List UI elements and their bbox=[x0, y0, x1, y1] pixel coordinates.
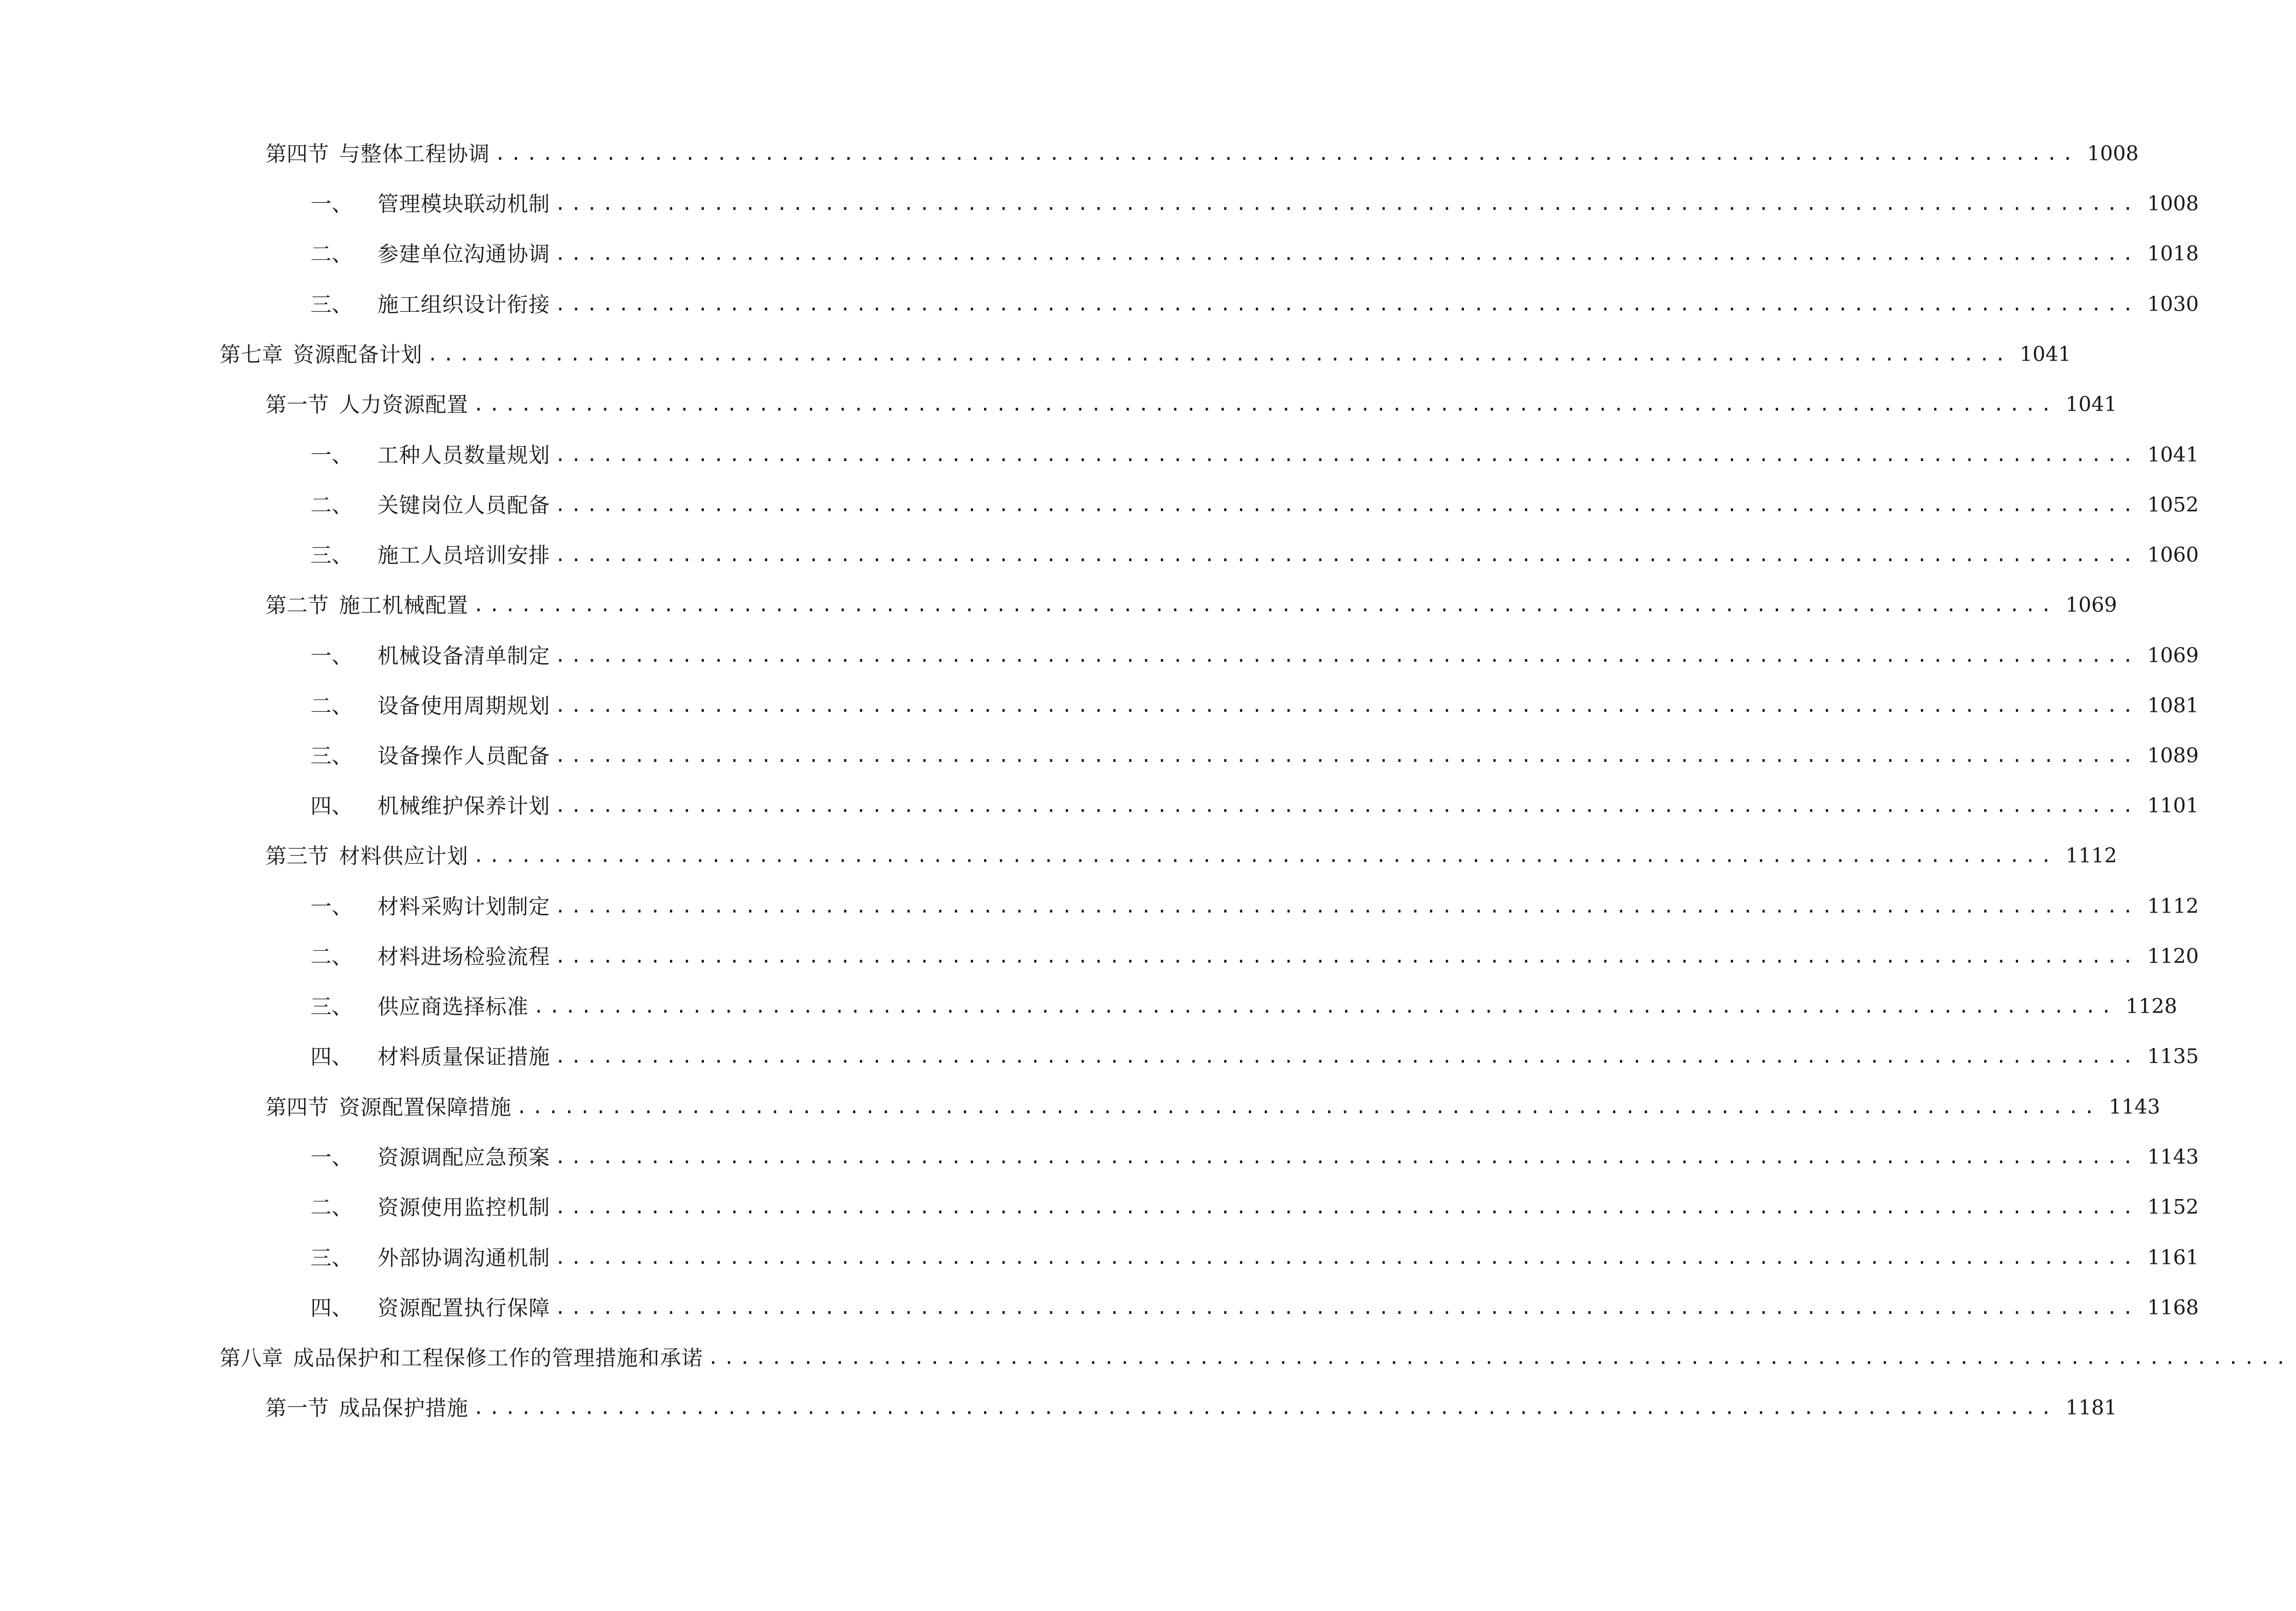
toc-leader-dots: .................................................................................................... bbox=[555, 645, 2138, 666]
toc-leader-dots: .................................................................................................... bbox=[473, 1397, 2057, 1419]
toc-entry-prefix: 三、 bbox=[310, 744, 353, 768]
toc-entry-prefix: 二、 bbox=[310, 493, 353, 518]
toc-leader-dots: .................................................................................................... bbox=[555, 243, 2138, 265]
toc-entry-page: 1069 bbox=[2147, 644, 2199, 667]
toc-leader-dots: .................................................................................................... bbox=[473, 845, 2057, 867]
toc-entry-item[interactable] bbox=[310, 1041, 2199, 1073]
toc-entry-item[interactable] bbox=[310, 991, 2178, 1023]
toc-entry-prefix: 四、 bbox=[310, 1296, 353, 1320]
toc-entry-page: 1008 bbox=[2087, 142, 2139, 165]
toc-entry-title: 资源使用监控机制 bbox=[377, 1195, 550, 1220]
toc-entry-title: 施工人员培训安排 bbox=[377, 543, 550, 568]
toc-entry-page: 1135 bbox=[2147, 1045, 2199, 1068]
toc-entry-page: 1052 bbox=[2147, 493, 2199, 517]
toc-entry-page: 1081 bbox=[2147, 694, 2199, 717]
toc-entry-page: 1168 bbox=[2147, 1296, 2199, 1319]
toc-leader-dots: .................................................................................................... bbox=[708, 1347, 2291, 1369]
toc-leader-dots: .................................................................................................... bbox=[555, 545, 2138, 566]
toc-entry-item[interactable] bbox=[310, 790, 2199, 822]
toc-entry-prefix: 第八章 bbox=[219, 1346, 283, 1370]
toc-entry-page: 1161 bbox=[2147, 1246, 2199, 1269]
toc-entry-title: 机械设备清单制定 bbox=[377, 643, 550, 668]
toc-entry-prefix: 四、 bbox=[310, 794, 353, 818]
toc-entry-prefix: 第一节 bbox=[265, 392, 329, 417]
toc-entry-page: 1041 bbox=[2020, 343, 2071, 366]
toc-entry-title: 机械维护保养计划 bbox=[377, 794, 550, 818]
toc-entry-item[interactable] bbox=[310, 1292, 2199, 1324]
toc-entry-page: 1120 bbox=[2147, 945, 2199, 968]
toc-entry-title: 设备操作人员配备 bbox=[377, 744, 550, 768]
toc-entry-title: 资源配置保障措施 bbox=[339, 1095, 512, 1120]
toc-entry-title: 供应商选择标准 bbox=[377, 994, 529, 1019]
toc-entry-item[interactable] bbox=[310, 238, 2199, 270]
toc-entry-title: 施工组织设计衔接 bbox=[377, 292, 550, 317]
toc-entry-title: 资源配备计划 bbox=[293, 342, 422, 367]
toc-entry-title: 管理模块联动机制 bbox=[377, 192, 550, 216]
toc-entry-item[interactable] bbox=[310, 740, 2199, 772]
toc-entry-section-2-machinery[interactable] bbox=[265, 589, 2117, 621]
toc-entry-item[interactable] bbox=[310, 941, 2199, 973]
toc-leader-dots: .................................................................................................... bbox=[473, 394, 2057, 415]
toc-entry-page: 1112 bbox=[2147, 895, 2199, 918]
toc-entry-item[interactable] bbox=[310, 640, 2199, 672]
toc-entry-item[interactable] bbox=[310, 1141, 2199, 1173]
toc-entry-prefix: 第二节 bbox=[265, 593, 329, 618]
toc-entry-item[interactable] bbox=[310, 188, 2199, 220]
toc-leader-dots: .................................................................................................... bbox=[555, 294, 2138, 315]
toc-entry-title: 施工机械配置 bbox=[339, 593, 468, 618]
toc-entry-prefix: 三、 bbox=[310, 994, 353, 1019]
toc-entry-page: 1152 bbox=[2147, 1195, 2199, 1219]
toc-entry-title: 参建单位沟通协调 bbox=[377, 242, 550, 266]
toc-entry-prefix: 三、 bbox=[310, 543, 353, 568]
toc-entry-prefix: 一、 bbox=[310, 443, 353, 468]
toc-entry-item[interactable] bbox=[310, 1191, 2199, 1223]
toc-entry-title: 成品保护和工程保修工作的管理措施和承诺 bbox=[293, 1346, 703, 1370]
toc-entry-prefix: 一、 bbox=[310, 192, 353, 216]
toc-entry-prefix: 第四节 bbox=[265, 141, 329, 166]
toc-entry-prefix: 一、 bbox=[310, 643, 353, 668]
toc-entry-page: 1041 bbox=[2147, 443, 2199, 467]
toc-entry-title: 外部协调沟通机制 bbox=[377, 1245, 550, 1270]
toc-leader-dots: .................................................................................................... bbox=[555, 1147, 2138, 1168]
toc-entry-section-1-human-resources[interactable] bbox=[265, 389, 2117, 421]
toc-leader-dots: .................................................................................................... bbox=[555, 495, 2138, 516]
toc-entry-prefix: 二、 bbox=[310, 242, 353, 266]
toc-entry-prefix: 第四节 bbox=[265, 1095, 329, 1120]
toc-entry-title: 材料供应计划 bbox=[339, 844, 468, 868]
toc-entry-prefix: 四、 bbox=[310, 1044, 353, 1069]
toc-leader-dots: .................................................................................................... bbox=[555, 695, 2138, 716]
toc-entry-prefix: 第七章 bbox=[219, 342, 283, 367]
toc-entry-item[interactable] bbox=[310, 288, 2199, 321]
toc-leader-dots: .................................................................................................... bbox=[555, 946, 2138, 967]
toc-leader-dots: .................................................................................................... bbox=[473, 595, 2057, 616]
toc-entry-page: 1112 bbox=[2065, 844, 2117, 867]
toc-entry-page: 1030 bbox=[2147, 293, 2199, 316]
toc-entry-section-3-materials[interactable] bbox=[265, 840, 2117, 872]
toc-entry-prefix: 三、 bbox=[310, 292, 353, 317]
toc-leader-dots: .................................................................................................... bbox=[516, 1097, 2100, 1118]
toc-entry-page: 1089 bbox=[2147, 744, 2199, 767]
toc-entry-title: 人力资源配置 bbox=[339, 392, 468, 417]
toc-entry-page: 1143 bbox=[2109, 1095, 2161, 1119]
toc-entry-page: 1143 bbox=[2147, 1145, 2199, 1169]
toc-entry-title: 成品保护措施 bbox=[339, 1396, 468, 1420]
toc-entry-page: 1069 bbox=[2065, 593, 2117, 617]
toc-entry-page: 1181 bbox=[2065, 1396, 2117, 1419]
toc-entry-title: 与整体工程协调 bbox=[339, 141, 490, 166]
toc-leader-dots: .................................................................................................... bbox=[555, 1197, 2138, 1218]
toc-leader-dots: .................................................................................................... bbox=[555, 1247, 2138, 1268]
toc-entry-item[interactable] bbox=[310, 439, 2199, 471]
toc-entry-prefix: 二、 bbox=[310, 1195, 353, 1220]
toc-entry-section-4-coordination[interactable] bbox=[265, 138, 2139, 170]
toc-leader-dots: .................................................................................................... bbox=[555, 795, 2138, 817]
toc-leader-dots: .................................................................................................... bbox=[555, 896, 2138, 917]
toc-entry-item[interactable] bbox=[310, 539, 2199, 571]
toc-entry-title: 关键岗位人员配备 bbox=[377, 493, 550, 518]
toc-entry-title: 材料采购计划制定 bbox=[377, 894, 550, 919]
toc-entry-title: 资源调配应急预案 bbox=[377, 1145, 550, 1170]
toc-entry-item[interactable] bbox=[310, 489, 2199, 521]
toc-entry-page: 1008 bbox=[2147, 192, 2199, 215]
toc-entry-section-4-resource-guarantee[interactable] bbox=[265, 1091, 2161, 1123]
toc-entry-prefix: 三、 bbox=[310, 1245, 353, 1270]
toc-leader-dots: .................................................................................................... bbox=[555, 445, 2138, 466]
toc-entry-page: 1128 bbox=[2126, 995, 2178, 1018]
toc-leader-dots: .................................................................................................... bbox=[495, 143, 2078, 164]
toc-entry-title: 资源配置执行保障 bbox=[377, 1296, 550, 1320]
toc-entry-page: 1101 bbox=[2147, 794, 2199, 817]
toc-entry-chapter-7[interactable] bbox=[219, 338, 2071, 371]
toc-entry-prefix: 二、 bbox=[310, 693, 353, 718]
toc-entry-prefix: 第三节 bbox=[265, 844, 329, 868]
toc-entry-title: 设备使用周期规划 bbox=[377, 693, 550, 718]
toc-leader-dots: .................................................................................................... bbox=[555, 1046, 2138, 1067]
toc-entry-prefix: 二、 bbox=[310, 944, 353, 969]
toc-entry-chapter-8[interactable] bbox=[219, 1342, 2291, 1374]
toc-entry-title: 材料质量保证措施 bbox=[377, 1044, 550, 1069]
toc-entry-section-1-product-protection[interactable] bbox=[265, 1392, 2117, 1424]
toc-entry-prefix: 第一节 bbox=[265, 1396, 329, 1420]
toc-entry-item[interactable] bbox=[310, 890, 2199, 923]
toc-entry-item[interactable] bbox=[310, 690, 2199, 722]
toc-entry-item[interactable] bbox=[310, 1242, 2199, 1274]
toc-leader-dots: .................................................................................................... bbox=[427, 344, 2011, 365]
toc-entry-prefix: 一、 bbox=[310, 894, 353, 919]
toc-entry-title: 材料进场检验流程 bbox=[377, 944, 550, 969]
toc-entry-title: 工种人员数量规划 bbox=[377, 443, 550, 468]
toc-entry-page: 1041 bbox=[2065, 393, 2117, 416]
toc-leader-dots: .................................................................................................... bbox=[533, 996, 2117, 1017]
toc-leader-dots: .................................................................................................... bbox=[555, 745, 2138, 766]
toc-leader-dots: .................................................................................................... bbox=[555, 1297, 2138, 1318]
toc-leader-dots: .................................................................................................... bbox=[555, 193, 2138, 214]
toc-entry-prefix: 一、 bbox=[310, 1145, 353, 1170]
toc-entry-page: 1018 bbox=[2147, 242, 2199, 265]
toc-entry-page: 1060 bbox=[2147, 543, 2199, 567]
